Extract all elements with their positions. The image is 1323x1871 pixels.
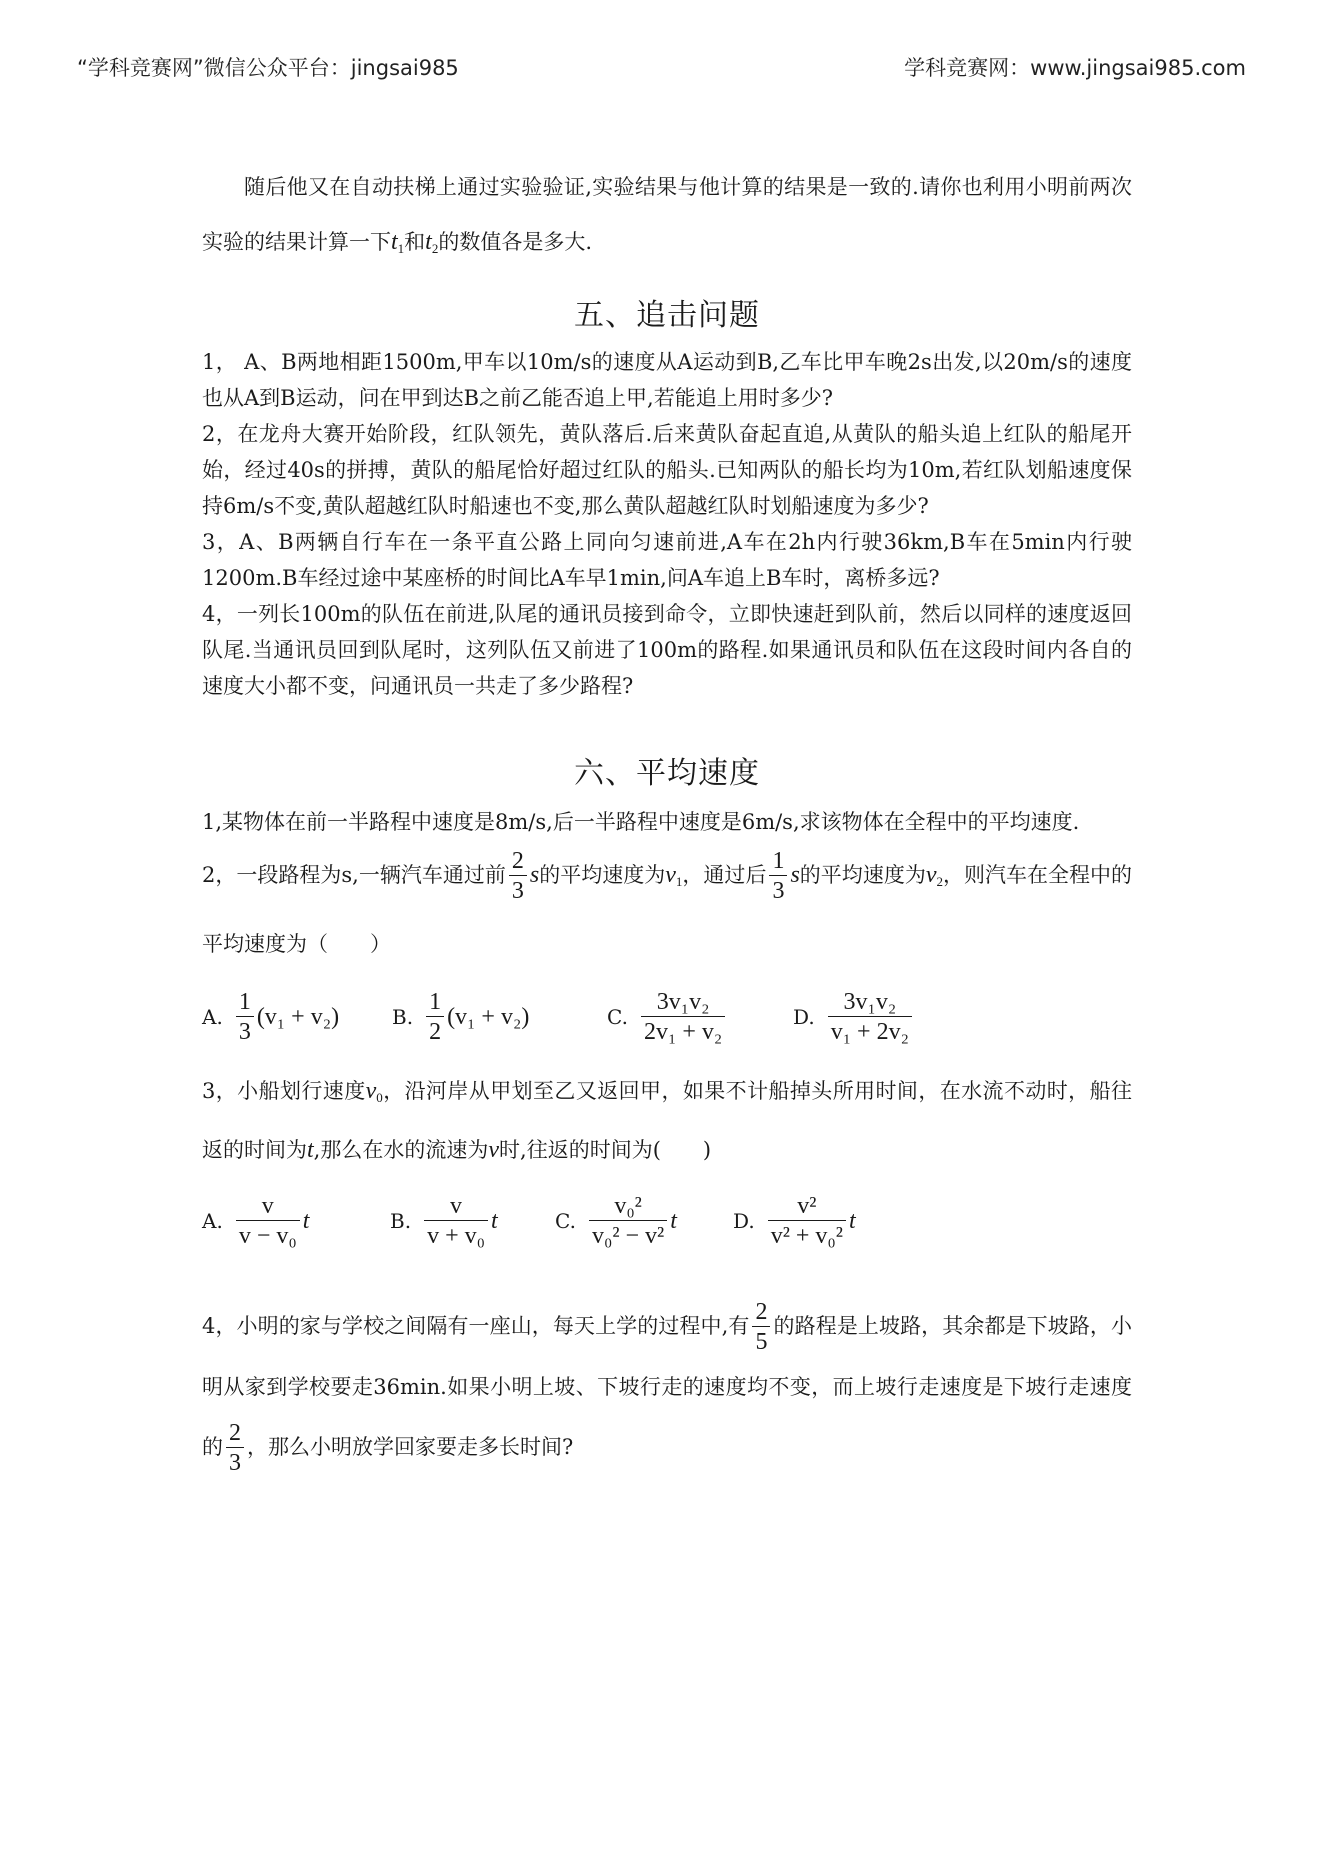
var-v1: $v_1$	[665, 862, 683, 889]
document-body	[202, 160, 1132, 1478]
var-v0: $v_0$	[365, 1078, 383, 1105]
s6-question-3: 3，小船划行速度$v_0$，沿河岸从甲划至乙又返回甲，如果不计船掉头所用时间，在水流不动时，船往返的时间为t,那么在水的流速为v时,往返的时间为( )	[202, 1078, 1132, 1163]
option-b: B. $\frac{1}{2}$ (v₁ + v₂)	[392, 988, 530, 1045]
section5-title: 五、追击问题	[574, 298, 760, 333]
fraction-two-thirds: $\frac{2}{3}$	[509, 847, 527, 906]
option-d: D. $\frac{\text{v²}}{\text{v² + v₀²}}$ t	[733, 1192, 856, 1249]
option-c: C. $\frac{\text{3v₁v₂}}{\text{2v₁ + v₂}}$	[607, 988, 793, 1047]
s6-question-2: 2，一段路程为s,一辆汽车通过前 $\frac{2}{3}$ s的平均速度为$v_1$，通过后 $\frac{1}{3}$ s的平均速度为$v_2$，则汽车在全程中的平均速度为（ ）	[202, 848, 1133, 956]
intro-paragraph	[202, 160, 1132, 276]
option-d: D. $\frac{\text{3v₁v₂}}{\text{v₁ + 2v₂}}$	[793, 988, 915, 1047]
s5-question-4: 4，一列长100m的队伍在前进,队尾的通讯员接到命令，立即快速赶到队前，然后以同样的速度返回队尾.当通讯员回到队尾时，这列队伍又前进了100m的路程.如果通讯员和队伍在这段时间内各自的速度大小都不变，问通讯员一共走了多少路程?	[202, 602, 1132, 698]
header-left: “学科竞赛网”微信公众平台：jingsai985	[77, 56, 459, 80]
option-b: B. $\frac{v}{\text{v + v₀}}$ t	[390, 1192, 498, 1249]
s6-question-4: 4，小明的家与学校之间隔有一座山，每天上学的过程中,有 $\frac{2}{5}$ 的路程是上坡路，其余都是下坡路，小明从家到学校要走36min.如果小明上坡、下坡行走的速度均不变，而上坡行走速度是下坡行走速度的 $\frac{2}{3}$ ，那么小明放学回家要走多长时间?	[202, 1299, 1132, 1476]
fraction-two-thirds: $\frac{2}{3}$	[226, 1419, 244, 1478]
intro-text-3: 的数值各是多大.	[438, 230, 593, 254]
option-a: A. $\frac{1}{3}$ (v₁ + v₂)	[202, 988, 340, 1045]
s6-q3-options	[202, 1176, 1132, 1266]
var-t1: $t_1$	[391, 229, 405, 256]
fraction-one-third: $\frac{1}{3}$	[769, 847, 787, 906]
var-t2: $t_2$	[425, 229, 439, 256]
s5-question-1: 1， A、B两地相距1500m,甲车以10m/s的速度从A运动到B,乙车比甲车晚2s出发,以20m/s的速度也从A到B运动，问在甲到达B之前乙能否追上甲,若能追上用时多少?	[202, 350, 1132, 410]
fraction-two-fifths: $\frac{2}{5}$	[752, 1298, 770, 1357]
s5-question-3: 3，A、B两辆自行车在一条平直公路上同向匀速前进,A车在2h内行驶36km,B车在5min内行驶1200m.B车经过途中某座桥的时间比A车早1min,问A车追上B车时，离桥多远?	[202, 530, 1132, 590]
intro-text-1: 随后他又在自动扶梯上通过实验验证,实验结果与他计算的结果是一致的.请你也利用小明前两次实验的结果计算一下	[202, 175, 1132, 254]
section6-title: 六、平均速度	[574, 756, 760, 791]
option-c: C. $\frac{\text{v₀²}}{\text{v₀² − v²}}$ t	[555, 1192, 677, 1249]
header-right: 学科竞赛网：www.jingsai985.com	[904, 56, 1246, 80]
intro-text-2: 和	[404, 230, 426, 254]
s6-question-1: 1,某物体在前一半路程中速度是8m/s,后一半路程中速度是6m/s,求该物体在全程中的平均速度.	[202, 810, 1080, 834]
var-v2: $v_2$	[925, 862, 943, 889]
option-a: A. $\frac{v}{\text{v − v₀}}$ t	[202, 1192, 310, 1249]
s5-question-2: 2，在龙舟大赛开始阶段，红队领先，黄队落后.后来黄队奋起直追,从黄队的船头追上红队的船尾开始，经过40s的拼搏，黄队的船尾恰好超过红队的船头.已知两队的船长均为10m,若红队划船速度保持6m/s不变,黄队超越红队时船速也不变,那么黄队超越红队时划船速度为多少?	[202, 422, 1132, 518]
s6-q2-options	[202, 975, 1132, 1059]
